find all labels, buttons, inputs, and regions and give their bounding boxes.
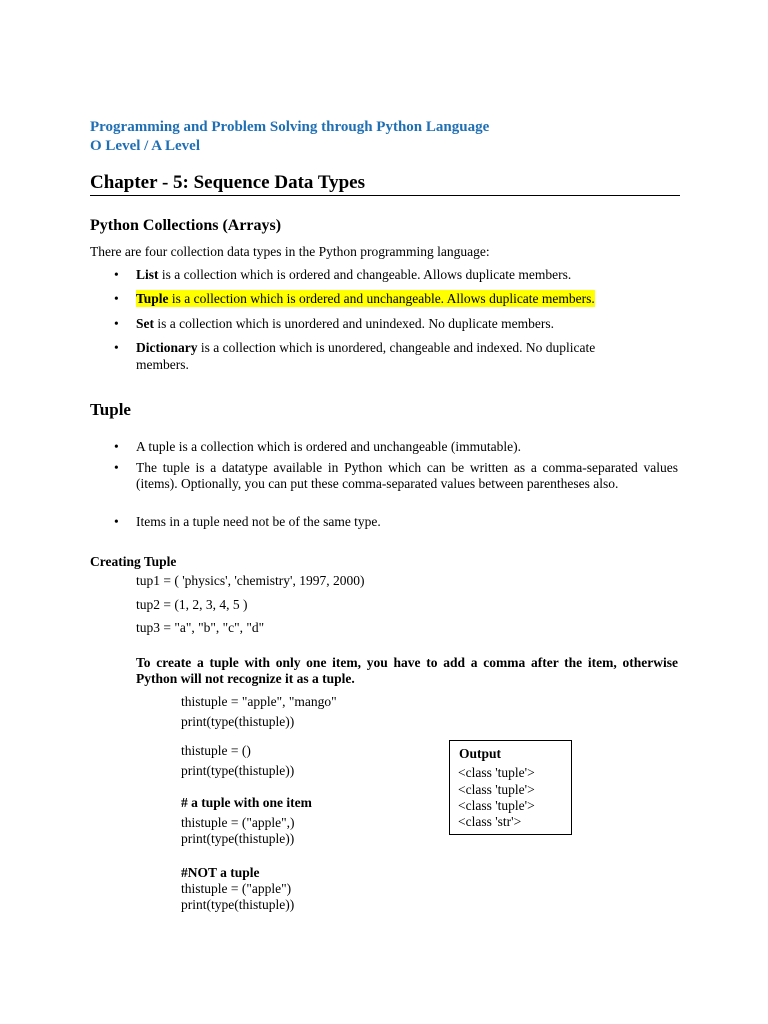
chapter-title: Chapter - 5: Sequence Data Types: [90, 172, 365, 193]
collections-heading: Python Collections (Arrays): [90, 217, 282, 234]
output-line: <class 'tuple'>: [458, 765, 535, 780]
code-line: thistuple = (): [181, 743, 251, 758]
creating-heading: Creating Tuple: [90, 554, 177, 569]
bullet-icon: •: [114, 439, 119, 454]
code-line: thistuple = ("apple",): [181, 815, 295, 830]
output-line: <class 'tuple'>: [458, 798, 535, 813]
output-title: Output: [459, 746, 502, 761]
bullet-icon: •: [114, 340, 119, 355]
bullet-icon: •: [114, 460, 119, 475]
list-item-highlighted: Tuple is a collection which is ordered and unchangeable. Allows duplicate members.: [136, 291, 595, 306]
single-item-note: To create a tuple with only one item, you have to add a comma after the item, otherwise Python will not recognize it as a tuple.: [136, 655, 678, 686]
chapter-divider: [90, 195, 680, 196]
tuple-point: Items in a tuple need not be of the same type.: [136, 514, 381, 529]
output-line: <class 'tuple'>: [458, 782, 535, 797]
code-line: print(type(thistuple)): [181, 714, 295, 729]
bullet-icon: •: [114, 316, 119, 331]
code-line: tup1 = ( 'physics', 'chemistry', 1997, 2000): [136, 573, 365, 588]
code-line: thistuple = "apple", "mango": [181, 694, 337, 709]
code-comment: # a tuple with one item: [181, 795, 312, 810]
bullet-icon: •: [114, 267, 119, 282]
code-line: print(type(thistuple)): [181, 831, 295, 846]
tuple-point: The tuple is a datatype available in Python which can be written as a comma-separated values (items). Optionally, you can put these comma-separated values between parentheses also.: [136, 460, 678, 491]
output-box: [449, 740, 572, 835]
code-line: print(type(thistuple)): [181, 897, 295, 912]
bullet-icon: •: [114, 291, 119, 306]
list-item: List is a collection which is ordered and changeable. Allows duplicate members.: [136, 267, 572, 282]
output-line: <class 'str'>: [458, 814, 522, 829]
list-item: Dictionary is a collection which is unordered, changeable and indexed. No duplicate: [136, 340, 596, 355]
list-item: Set is a collection which is unordered and unindexed. No duplicate members.: [136, 316, 555, 331]
collections-intro: There are four collection data types in the Python programming language:: [90, 244, 490, 259]
code-line: tup3 = "a", "b", "c", "d": [136, 620, 265, 635]
tuple-point: A tuple is a collection which is ordered and unchangeable (immutable).: [136, 439, 522, 454]
course-title: Programming and Problem Solving through Python Language: [90, 119, 490, 135]
code-line: tup2 = (1, 2, 3, 4, 5 ): [136, 597, 248, 612]
bullet-icon: •: [114, 514, 119, 529]
code-comment: #NOT a tuple: [181, 865, 260, 880]
list-item-continued: members.: [136, 357, 189, 372]
code-line: thistuple = ("apple"): [181, 881, 292, 896]
code-line: print(type(thistuple)): [181, 763, 295, 778]
tuple-heading: Tuple: [90, 400, 131, 419]
level-subtitle: O Level / A Level: [90, 138, 200, 154]
